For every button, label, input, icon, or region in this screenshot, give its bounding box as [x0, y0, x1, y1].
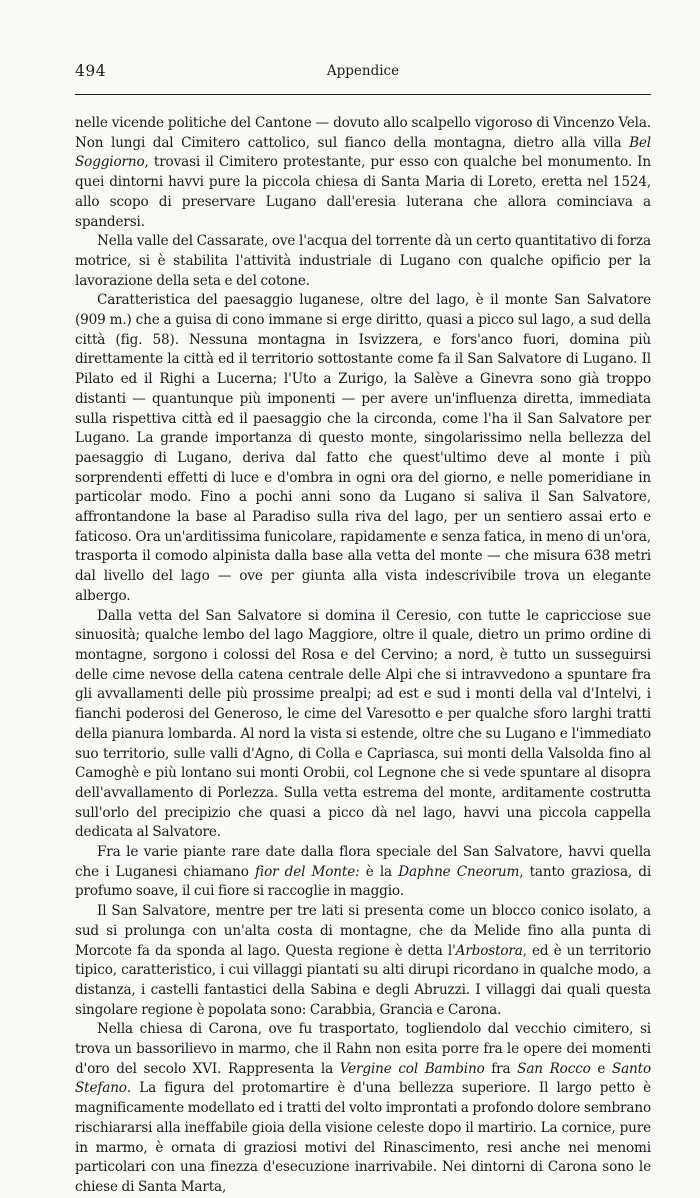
- paragraph: Dalla vetta del San Salvatore si domina il Ceresio, con tutte le capricciose sue sinuosità; qualche lembo del lago Maggiore, oltre il quale, dietro un primo ordine di montagne, sorgono i colossi del Rosa e del Cervino; a nord, è tutto un susseguirsi delle cime nevose della catena centrale delle Alpi che si intravvedono a spuntare fra gli avvallamenti delle più prossime prealpi; ad est e sud i monti della val d'Intelvi, i fianchi poderosi del Generoso, le cime del Varesotto e per qualche sforo larghi tratti della pianura lombarda. Al nord la vista si estende, oltre che su Lugano e l'immediato suo territorio, sulle valli d'Agno, di Colla e Capriasca, sui monti della Valsolda fino al Camoghè e più lontano sui monti Orobii, col Legnone che si vede spuntare al disopra dell'avvallamento di Porlezza. Sulla vetta estrema del monte, arditamente costrutta sull'orlo del precipizio che quasi a picco dà nel lago, havvi una piccola cappella dedicata al Salvatore.: [75, 607, 651, 841]
- paragraph: Nella valle del Cassarate, ove l'acqua del torrente dà un certo quantitativo di forza motrice, si è stabilita l'attività industriale di Lugano con qualche opificio per la lavorazione della seta e del cotone.: [75, 233, 651, 289]
- paragraph: nelle vicende politiche del Cantone — dovuto allo scalpello vigoroso di Vincenzo Vela. Non lungi dal Cimitero cattolico, sul fianco della montagna, dietro alla villa Bel Soggiorno, trovasi il Cimitero protestante, pur esso con qualche bel monumento. In quei dintorni havvi pure la piccola chiesa di Santa Maria di Loreto, eretta nel 1524, allo scopo di preservare Lugano dall'eresia luterana che allora cominciava a spandersi.: [75, 115, 651, 230]
- paragraph: Caratteristica del paesaggio luganese, oltre del lago, è il monte San Salvatore (909 m.) che a guisa di cono immane si erge diritto, quasi a picco sul lago, a sud della città (fig. 58). Nessuna montagna in Isvizzera, e fors'anco fuori, domina più direttamente la città ed il territorio sottostante come fa il San Salvatore di Lugano. Il Pilato ed il Righi a Lucerna; l'Uto a Zurigo, la Salève a Ginevra sono già troppo distanti — quantunque più imponenti — per avere un'influenza diretta, immediata sulla rispettiva città ed il paesaggio che la circonda, come l'ha il San Salvatore per Lugano. La grande importanza di questo monte, singolarissimo nella bellezza del paesaggio di Lugano, deriva dal fatto che quest'ultimo deve al monte i più sorprendenti effetti di luce e d'ombra in ogni ora del giorno, e nelle pomeridiane in particolar modo. Fino a pochi anni sono da Lugano si saliva il San Salvatore, affrontandone la base al Paradiso sulla riva del lago, per un sentiero assai erto e faticoso. Ora un'arditissima funicolare, rapidamente e senza fatica, in meno di un'ora, trasporta il comodo alpinista dalla base alla vetta del monte — che misura 638 metri dal livello del lago — ove per giunta alla vista indescrivibile trova un elegante albergo.: [75, 292, 651, 604]
- italic-term: Vergine col Bambino: [339, 1060, 485, 1077]
- body-text: [75, 114, 651, 1198]
- paragraph: Fra le varie piante rare date dalla flora speciale del San Salvatore, havvi quella che i Luganesi chiamano fior del Monte: è la Daphne Cneorum, tanto graziosa, di profumo soave, il cui fiore si raccoglie in maggio.: [75, 844, 652, 900]
- italic-term: San Rocco: [517, 1060, 591, 1077]
- page-number: 494: [75, 62, 107, 80]
- italic-term: Arbostora: [455, 942, 523, 959]
- paragraph: Nella chiesa di Carona, ove fu trasportato, togliendolo dal vecchio cimitero, si trova un bassorilievo in marmo, che il Rahn non esita porre fra le opere dei momenti d'oro del secolo XVI. Rappresenta la Vergine col Bambino fra San Rocco e Santo Stefano. La figura del protomartire è d'una bellezza superiore. Il largo petto è magnificamente modellato ed i tratti del volto improntati a profondo dolore sembrano rischiararsi alla ineffabile gioia della visione celeste dopo il martirio. La cornice, pure in marmo, è ornata di graziosi motivi del Rinascimento, resi anche nei menomi particolari con una finezza d'esecuzione inarrivabile. Nei dintorni di Carona sono le chiese di Santa Marta,: [75, 1021, 651, 1195]
- italic-term: fior del Monte:: [255, 863, 360, 880]
- running-title: Appendice: [326, 63, 400, 79]
- paragraph: Il San Salvatore, mentre per tre lati si presenta come un blocco conico isolato, a sud si prolunga con un'alta costa di montagne, che da Melide fino alla punta di Morcote fa da sponda al lago. Questa regione è detta l'Arbostora, ed è un territorio tipico, caratteristico, i cui villaggi piantati su alti dirupi ricordano in qualche modo, a distanza, i castelli fantastici della Sabina e degli Abruzzi. I villaggi dai quali questa singolare regione è popolata sono: Carabbia, Grancia e Carona.: [75, 903, 651, 1018]
- italic-term: Santo Stefano: [75, 1060, 651, 1097]
- italic-term: Daphne Cneorum: [398, 863, 520, 880]
- italic-term: Bel Soggiorno: [75, 134, 651, 171]
- header-rule: [75, 94, 651, 95]
- running-header: [75, 62, 651, 86]
